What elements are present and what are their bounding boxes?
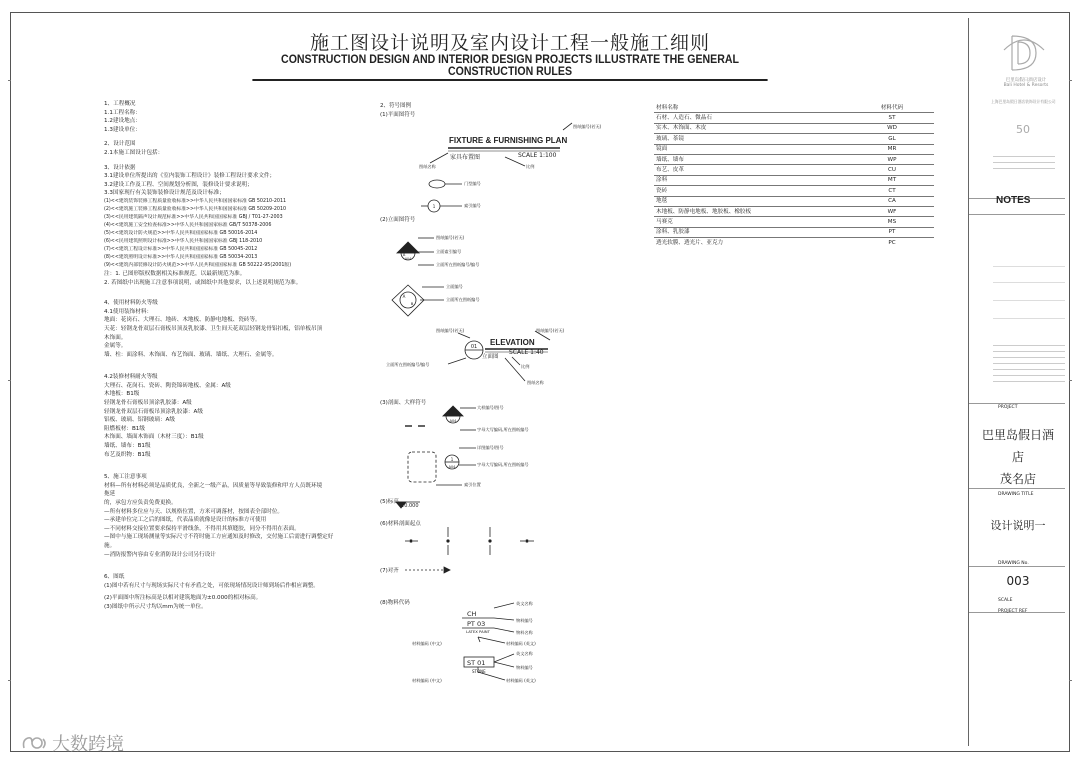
standard-line: (3)<<民用建筑隔声设计规范标准>>中华人民共和国国家标准 GBJ / T01-27-2003 (104, 214, 283, 220)
material-name-cell: 玻璃、茶镜 (654, 134, 850, 144)
svg-text:A: A (402, 252, 406, 257)
legend-plan-heading: (1)平面图符号 (380, 112, 416, 118)
section-2-heading: 2、设计范围 (104, 141, 136, 148)
note-line: 大理石、花岗石、瓷砖、陶瓷锦砖地板、金属：A级 (104, 382, 231, 389)
elevation-title-en: ELEVATION (490, 338, 535, 347)
svg-text:A04: A04 (404, 257, 412, 261)
watermark-logo-icon (20, 734, 48, 752)
note-line: 墙纸、墙布：B1级 (104, 443, 151, 450)
note-line: 木饰面、墙面木饰面（木材三度）：B1级 (104, 434, 204, 441)
plan-scale: SCALE 1:100 (518, 152, 557, 159)
note-line: —所有材料多位应与天、以规格位置，方米可调落材，按图表全部时位。 (104, 508, 284, 515)
material-code-cell: WF (850, 206, 934, 216)
material-code-cell: MR (850, 144, 934, 154)
elev-title-label: 立面所在图纸编号/编号 (386, 362, 430, 367)
project-name-line: 茂名店 (999, 472, 1036, 486)
material-code-table (654, 103, 934, 247)
main-title-cn: 施工图设计说明及室内设计工程一般施工细则 (309, 32, 710, 54)
note-line: 1.2建设地点： (104, 118, 141, 125)
note-line: (2)平面图中所注标高是以相对建筑地面为±0.000的相对标高。 (104, 595, 262, 602)
project-name (978, 424, 1058, 490)
legend-align-heading: (7)对齐 (380, 568, 399, 574)
note-line: 3.3国家现行有关装饰装修设计规范及设计标准； (104, 190, 225, 197)
svg-text:01: 01 (470, 344, 478, 350)
material-code-cell: PC (850, 238, 934, 248)
elev-title-label: 图纸名称 (527, 380, 544, 385)
material-name-cell: 镜面 (654, 144, 850, 154)
table-row (654, 196, 934, 206)
material-code-stone: STONE (472, 669, 486, 674)
material-code-cell: CU (850, 165, 934, 175)
svg-text:1: 1 (432, 204, 436, 209)
note-line: 2. 若图纸中出现施工注意事项说明，或图纸中其他要求，以上述说明规范为准。 (104, 279, 302, 286)
legend-level-heading: (5)标高 (380, 499, 399, 505)
section-3-heading: 3、设计依据 (104, 164, 136, 171)
material-code-pt: PT 03 (467, 620, 486, 628)
note-line: 拖延 (104, 491, 116, 498)
material-code-cell: WD (850, 123, 934, 133)
material-name-cell: 瓷砖 (654, 186, 850, 196)
note-line: 天花：轻钢龙骨双层石膏板吊顶及乳胶漆、卫生间天花双层轻钢龙骨铝扣板，铝单板吊顶 (104, 325, 323, 332)
elev-title-label: 比例 (521, 364, 530, 369)
table-header-row (654, 103, 934, 113)
company-badge: 50 (1016, 123, 1030, 136)
elev-label: 图纸编号(若无) (436, 235, 465, 240)
note-line: —不同材料交接位置要求保持平滑线条，不得用其填缝胶，同分不得用在表面。 (104, 525, 300, 532)
material-code-cell: GL (850, 134, 934, 144)
label-scale: 比例 (526, 164, 535, 169)
note-line: 木饰面。 (104, 334, 127, 341)
table-row (654, 217, 934, 227)
legend-elevation-heading: (2)立面图符号 (380, 217, 416, 223)
note-line: 2.1本施工图设计包括： (104, 149, 164, 156)
material-code-cell: CA (850, 196, 934, 206)
watermark (20, 730, 124, 756)
note-line: 布艺及织物：B1级 (104, 451, 151, 458)
material-code-cell: ST (850, 113, 934, 123)
note-line: 3.1建设单位所提出的《室内装饰工程设计》装修工程设计要求文件； (104, 173, 276, 180)
note-line: —图中与施工现场测量等实际尺寸不符时施工方应通知及时修改，交付施工后需进行调整定好 (104, 534, 334, 541)
note-line: —承建单位完工之后的图纸，代表品质就像是设计的标准方可使用 (104, 517, 267, 524)
code-label: 英文名称 (516, 651, 533, 656)
note-line: 3.2建设工作及工程、空间规划分析图，装修设计要求说明； (104, 181, 253, 188)
material-code-cell: WP (850, 154, 934, 164)
level-mark-value: ±0.000 (400, 503, 419, 509)
svg-text:1: 1 (450, 457, 454, 462)
material-name-cell: 石材、人造石、微晶石 (654, 113, 850, 123)
note-line: 轻钢龙骨石膏板吊顶涂乳胶漆：A级 (104, 400, 192, 407)
material-code-cell: MS (850, 217, 934, 227)
legend-material-code-heading: (8)物料代码 (380, 600, 410, 606)
material-code-cell: MT (850, 175, 934, 185)
code-label: 材料编码 (中文) (412, 678, 442, 683)
table-row (654, 144, 934, 154)
project-label: PROJECT (998, 405, 1018, 410)
fixture-plan-en: FIXTURE & FURNISHING PLAN (449, 136, 568, 145)
elev-label: 立面索引编号 (436, 249, 462, 254)
note-line: 材料—所有材料必须是品质优良，全新之一级产品，因质量等导致装修和甲方人员既环境 (104, 482, 323, 489)
project-name-line: 巴里岛假日酒店 (981, 428, 1054, 464)
table-header-cell: 材料代码 (880, 104, 904, 111)
company-name-en: Bali Hotel & Resorts (1003, 83, 1049, 88)
note-line: (3)图纸中所示尺寸均以mm为统一单位。 (104, 603, 207, 610)
svg-text:1: 1 (451, 411, 455, 416)
elevation-title-cn: 立面图 (482, 354, 499, 360)
table-row (654, 206, 934, 216)
label-drawing-name: 图纸名称 (419, 164, 436, 169)
note-line: 木地板：B1级 (104, 391, 140, 398)
svg-text:A04: A04 (448, 465, 456, 469)
section-4-2-heading: 4.2装修材料耐火等级 (104, 374, 158, 381)
code-label: 物料编号 (516, 665, 533, 670)
legend-material-start-heading: (6)材料剖面起点 (380, 521, 421, 527)
elev-label: 立面所在图纸编号 (446, 297, 480, 302)
standard-line: (4)<<建筑施工安全检查标准>>中华人民共和国国家标准 GB/T 50378-2006 (104, 222, 272, 228)
material-name-cell: 地毯 (654, 196, 850, 206)
standard-line: (5)<<建筑设计防火规范>>中华人民共和国国家标准 GB 50016-2014 (104, 230, 258, 236)
section-5-heading: 5、施工注意事项 (104, 474, 147, 481)
table-row (654, 113, 934, 123)
table-row (654, 238, 934, 248)
drawing-no-label: DRAWING No. (998, 561, 1029, 566)
label-index-no: 索引编号 (464, 203, 481, 208)
section-1-heading: 1、工程概况 (104, 101, 136, 107)
note-line: 1.3建设单位： (104, 126, 141, 133)
standard-line: (7)<<建筑工程设计标准>>中华人民共和国国家标准 GB 50045-2012 (104, 246, 258, 252)
material-code-st: ST 01 (467, 659, 486, 667)
scale-label: SCALE (998, 598, 1013, 603)
legend-section-heading: (3)剖面、大样符号 (380, 400, 427, 406)
section-label: 大样编号/图号 (477, 405, 504, 410)
label-door-no: 门型编号 (464, 181, 481, 186)
code-label: 物料编号 (516, 618, 533, 623)
material-name-cell: 涂料、乳胶漆 (654, 227, 850, 237)
project-ref-label: PROJECT REF (998, 609, 1028, 614)
standard-line: (2)<<建筑施工装修工程质量验收标准>>中华人民共和国国家标准 GB 50209-2010 (104, 206, 287, 212)
legend-heading: 2、符号图例 (380, 103, 411, 109)
material-name-cell: 马赛克 (654, 217, 850, 227)
elevation-scale: SCALE 1:40 (509, 349, 544, 356)
table-row (654, 154, 934, 164)
standard-line: (6)<<民用建筑照明设计标准>>中华人民共和国国家标准 GBJ 118-2010 (104, 238, 263, 244)
section-label: 字母大写编码,所在图纸编号 (477, 427, 529, 432)
section-4-heading: 4、使用材料防火等级 (104, 300, 158, 307)
material-code-cell: PT (850, 227, 934, 237)
table-header-cell: 材料名称 (656, 104, 679, 111)
company-name-cn: 巴里岛假日酒店设计 (1005, 78, 1047, 83)
note-line: 墙、柱：面涂料、木饰面、布艺饰面、玻璃、墙纸、大理石、金属等。 (104, 351, 278, 358)
svg-text:A: A (402, 294, 406, 299)
elev-label: 立面所在图纸编号/编号 (436, 262, 480, 267)
table-row (654, 175, 934, 185)
code-label: 材料编码 (英文) (506, 641, 536, 646)
note-line: 注：1. 已图形版权数据相关标准规范，以最新规范为准。 (104, 270, 246, 277)
code-label: 英文名称 (516, 601, 533, 606)
note-line: (1)图中若有尺寸与现场实际尺寸有矛盾之处，可依现场情况设计师到场后作相应调整。 (104, 582, 319, 589)
main-title-en: CONSTRUCTION DESIGN AND INTERIOR DESIGN PROJECTS ILLUSTRATE THE GENERAL CONSTRUCTION RULES (252, 54, 767, 81)
watermark-text: 大数跨境 (52, 734, 124, 755)
note-line: 的，承包方应负责免费更换。 (104, 500, 177, 506)
note-line: 阻燃板材：B1级 (104, 425, 145, 432)
svg-text:A04: A04 (449, 419, 457, 423)
section-6-heading: 6、图纸 (104, 574, 125, 581)
table-row (654, 134, 934, 144)
drawing-number: 003 (1006, 574, 1030, 588)
elev-title-label: 图纸编号(若无) (436, 328, 465, 333)
section-label: 详图编号/图号 (477, 445, 504, 450)
material-code-ch: CH (467, 610, 477, 618)
standard-line: (1)<<建筑装饰装修工程质量验收标准>>中华人民共和国国家标准 GB 50210-2011 (104, 198, 287, 204)
label-drawing-no: 图纸编号(若无) (573, 124, 602, 129)
note-line: 金属等。 (104, 343, 127, 350)
company-subtitle: 上海巴里岛假日酒店装饰设计有限公司 (991, 99, 1056, 104)
table-row (654, 165, 934, 175)
drawing-title: 设计说明一 (990, 519, 1046, 532)
table-row (654, 123, 934, 133)
material-name-cell: 墙纸、墙布 (654, 154, 850, 164)
svg-text:B: B (410, 301, 414, 306)
code-label: 材料编码 (中文) (412, 641, 442, 646)
note-line: 1.1工程名称： (104, 109, 141, 116)
standard-line: (9)<<建筑内部装修设计防火规范>>中华人民共和国国家标准 GB 50222-95(2001版) (104, 262, 292, 268)
material-name-cell: 涂料 (654, 175, 850, 185)
notes-heading: NOTES (996, 195, 1031, 206)
table-row (654, 186, 934, 196)
note-line: 地面：花岗石、大理石、地砖、木地板、防静电地板、瓷砖等。 (104, 317, 261, 324)
fixture-plan-cn: 家具布置图 (450, 154, 481, 161)
company-logo-icon (996, 30, 1052, 76)
standard-line: (8)<<建筑照明设计标准>>中华人民共和国国家标准 GB 50034-2013 (104, 254, 258, 260)
drawing-title-label: DRAWING TITLE (998, 492, 1034, 497)
table-row (654, 227, 934, 237)
note-line: 轻钢龙骨双层石膏板吊顶涂乳胶漆：A级 (104, 408, 203, 415)
elev-title-label: 图纸编号(若无) (536, 328, 565, 333)
note-line: 施。 (104, 542, 116, 549)
elev-label: 立面编号 (446, 284, 463, 289)
material-code-latex: LATEX PAINT (466, 629, 490, 634)
material-code-cell: CT (850, 186, 934, 196)
code-label: 材料编码 (英文) (506, 678, 536, 683)
section-label: 索引位置 (464, 482, 481, 487)
material-name-cell: 木地板、防静电地板、地胶板、橡胶板 (654, 206, 850, 216)
code-label: 物料名称 (516, 630, 533, 635)
note-line: 铝板、玻璃、铝钢玻璃：A级 (104, 417, 175, 424)
material-name-cell: 实木、木饰面、木皮 (654, 123, 850, 133)
section-label: 字母大写编码,所在图纸编号 (477, 462, 529, 467)
material-name-cell: 布艺、皮革 (654, 165, 850, 175)
note-line: 4.1使用装饰材料： (104, 308, 153, 315)
material-name-cell: 透光软膜、透光片、亚克力 (654, 238, 850, 248)
note-line: —消防报警内容由专业消防设计公司另行设计 (104, 551, 216, 558)
